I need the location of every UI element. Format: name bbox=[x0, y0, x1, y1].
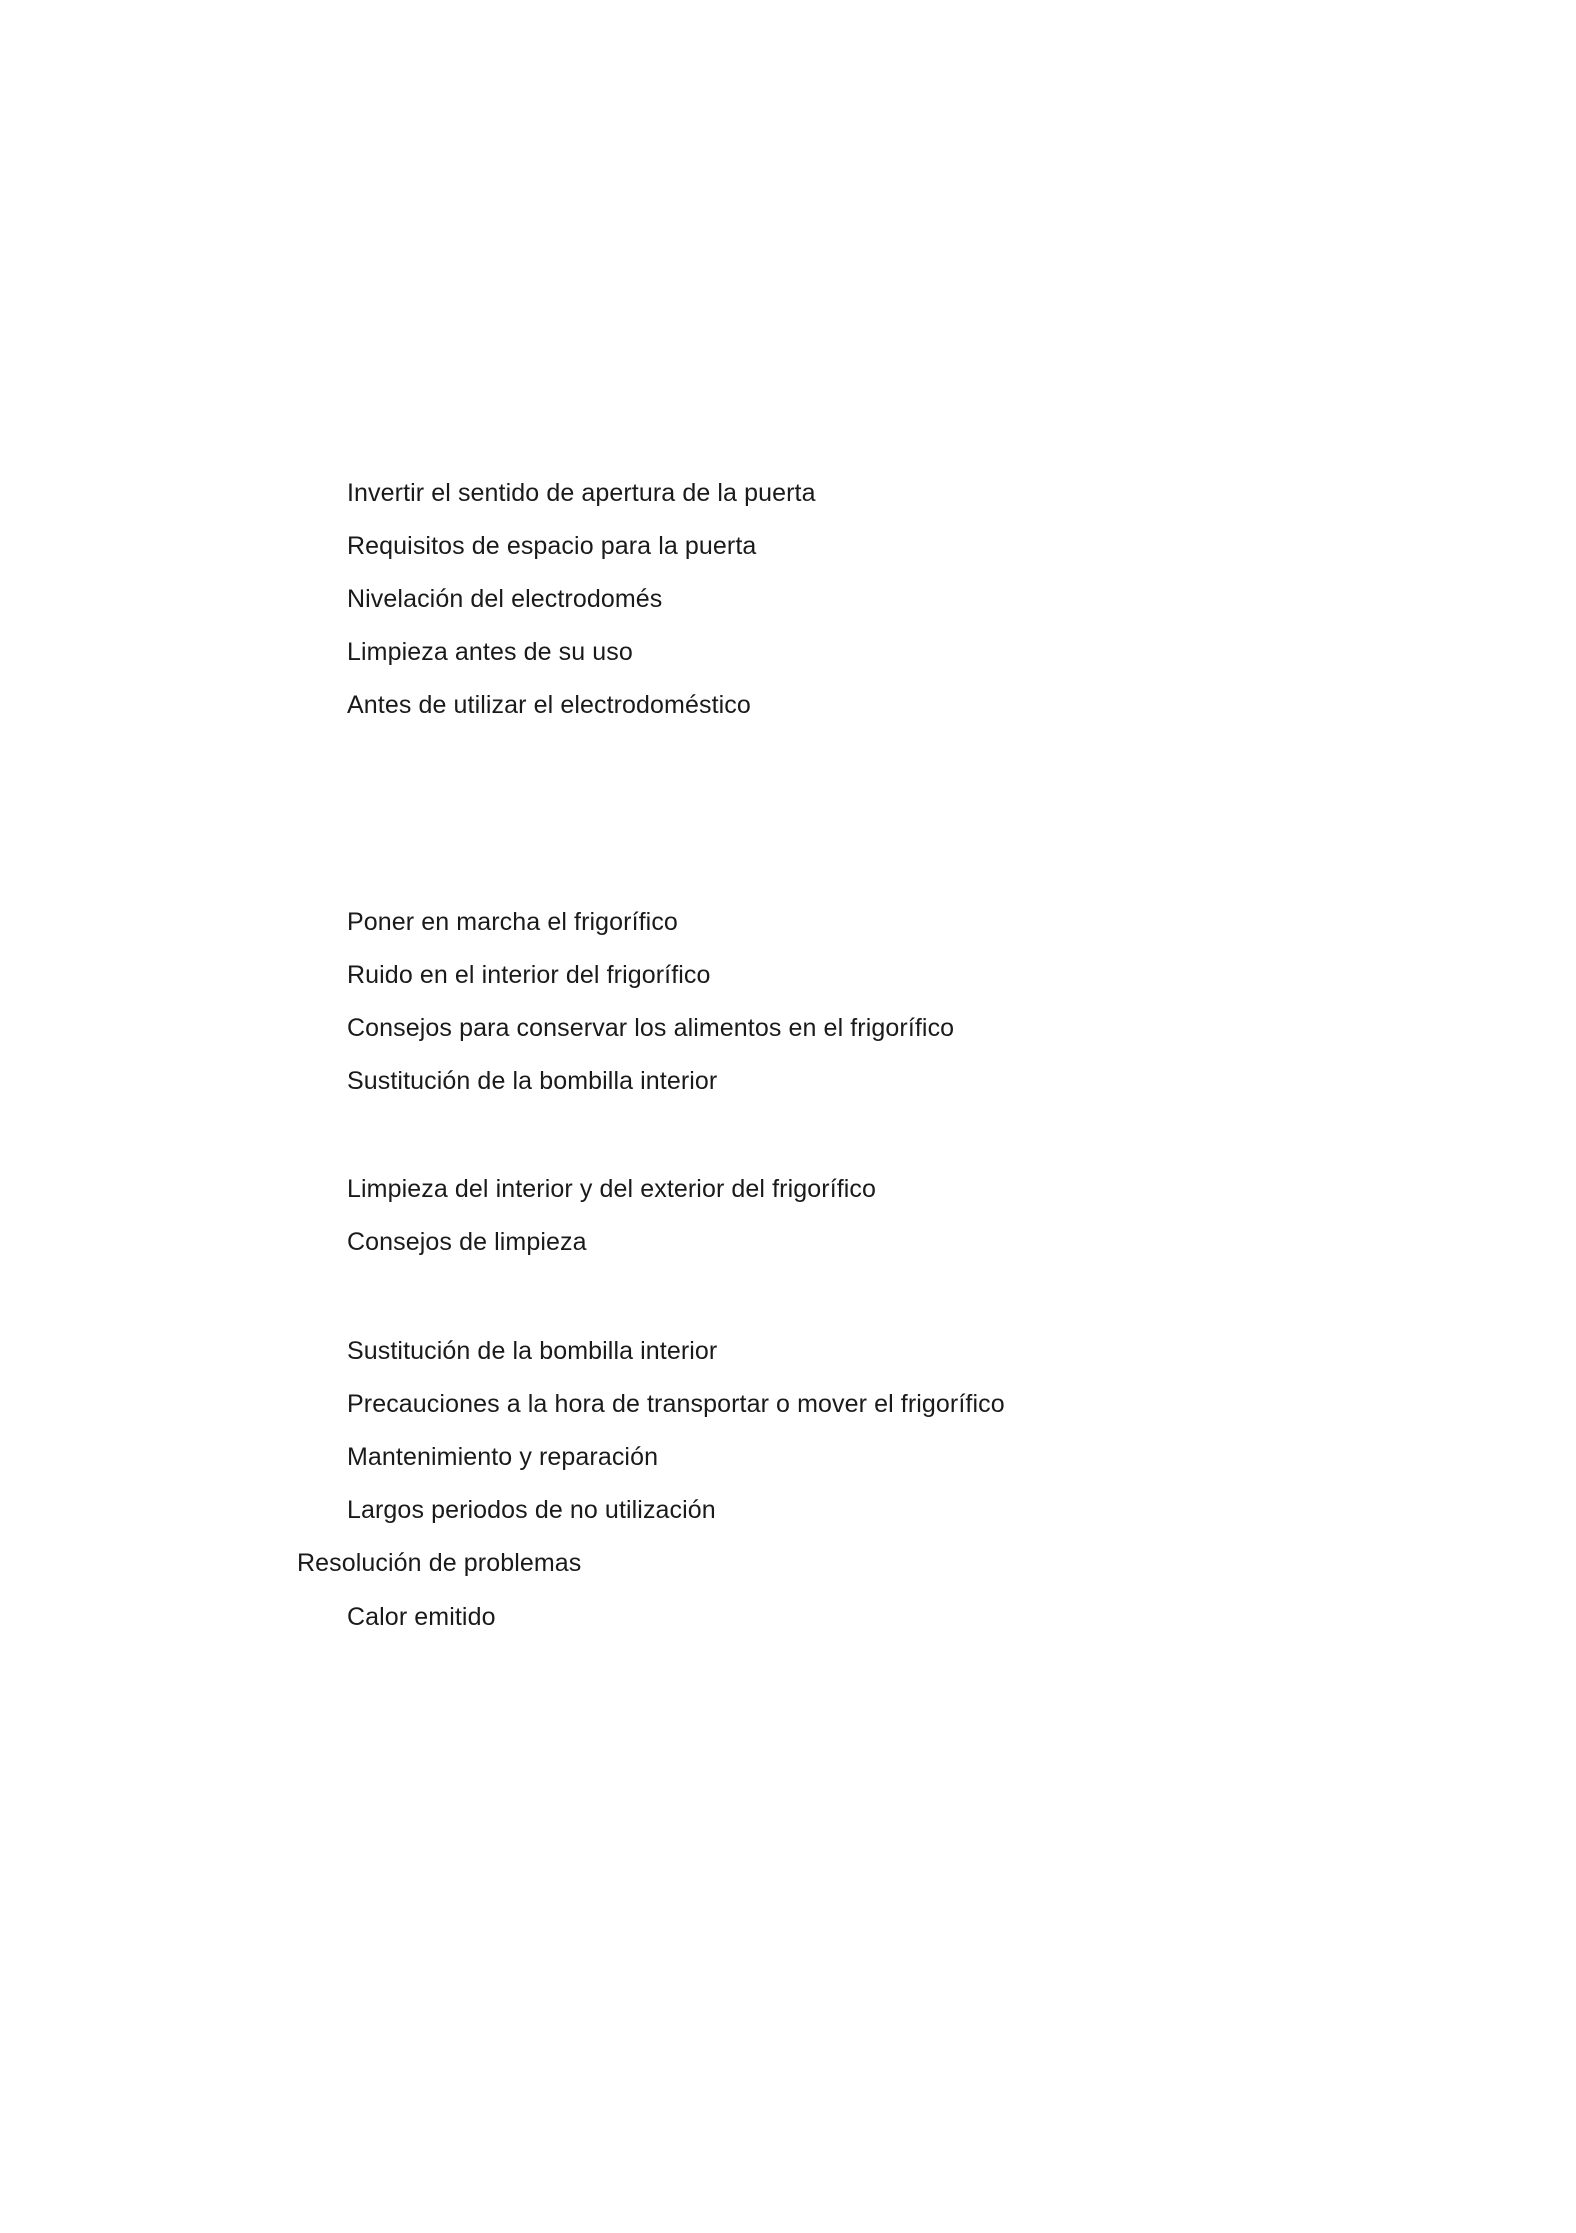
toc-entry-noise: Ruido en el interior del frigorífico bbox=[347, 961, 711, 989]
toc-entry-interior-exterior-cleaning: Limpieza del interior y del exterior del frigorífico bbox=[347, 1175, 877, 1203]
toc-entry-long-periods-unused: Largos periodos de no utilización bbox=[347, 1496, 716, 1524]
toc-entry-food-storage-tips: Consejos para conservar los alimentos en el frigorífico bbox=[347, 1014, 955, 1042]
toc-entry-door-space: Requisitos de espacio para la puerta bbox=[347, 532, 757, 560]
toc-entry-leveling: Nivelación del electrodomés bbox=[347, 585, 663, 613]
toc-entry-transport-precautions: Precauciones a la hora de transportar o mover el frigorífico bbox=[347, 1390, 1005, 1418]
toc-section-troubleshooting: Resolución de problemas bbox=[297, 1549, 582, 1577]
toc-entry-cleaning-tips: Consejos de limpieza bbox=[347, 1228, 587, 1256]
toc-entry-bulb-replacement: Sustitución de la bombilla interior bbox=[347, 1067, 718, 1095]
toc-entry-reverse-door: Invertir el sentido de apertura de la puerta bbox=[347, 479, 816, 507]
toc-entry-maintenance: Mantenimiento y reparación bbox=[347, 1443, 659, 1471]
toc-entry-cleaning-before-use: Limpieza antes de su uso bbox=[347, 638, 633, 666]
toc-entry-heat-emitted: Calor emitido bbox=[347, 1603, 496, 1631]
toc-entry-before-using: Antes de utilizar el electrodoméstico bbox=[347, 691, 751, 719]
toc-entry-start-fridge: Poner en marcha el frigorífico bbox=[347, 908, 678, 936]
toc-entry-bulb-replacement-2: Sustitución de la bombilla interior bbox=[347, 1337, 718, 1365]
